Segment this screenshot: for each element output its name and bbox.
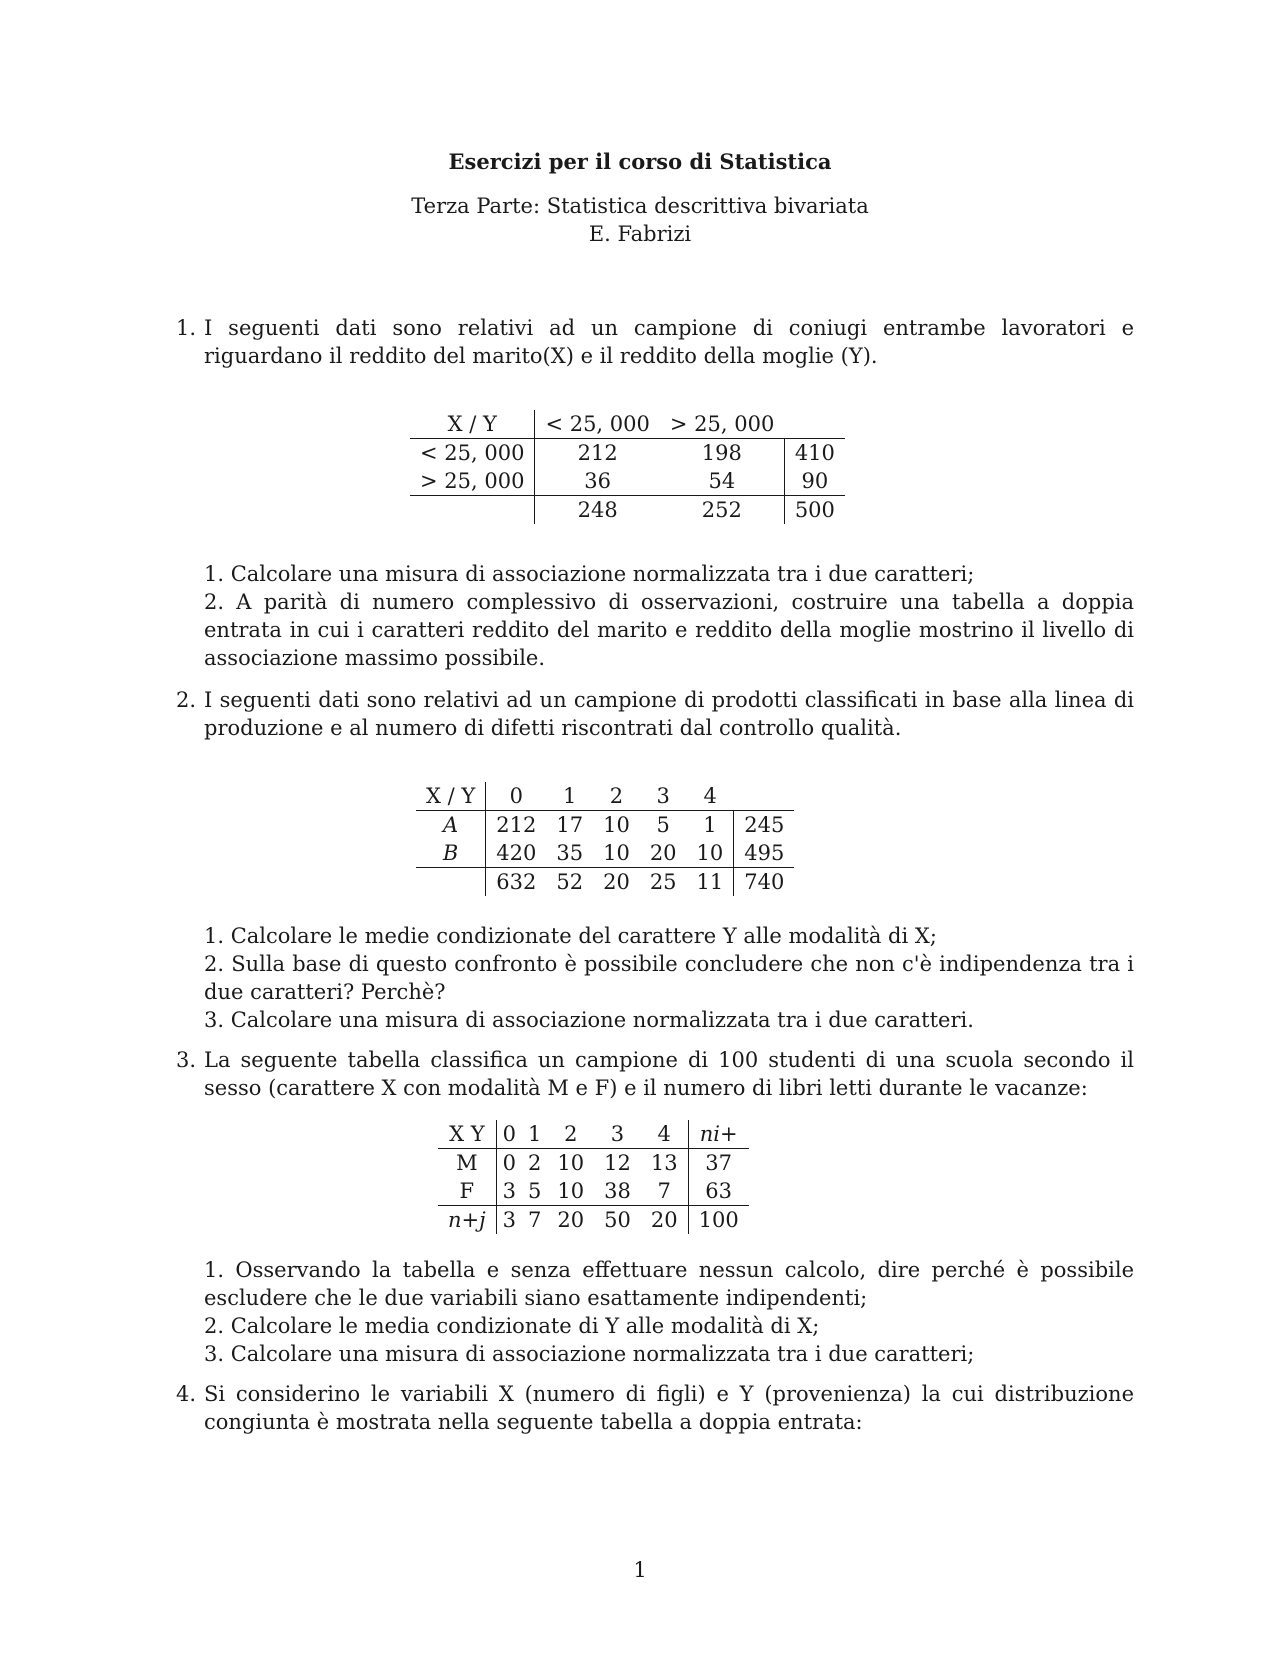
table-row <box>410 439 845 468</box>
table-cell: 212 <box>486 811 547 840</box>
question-item: 1. Osservando la tabella e senza effettuare nessun calcolo, dire perché è possibile escludere che le due variabili siano esattamente indipendenti; <box>204 1258 1134 1310</box>
exercise-3-questions <box>204 1256 1134 1368</box>
table-cell <box>734 782 795 811</box>
table-cell: 10 <box>593 839 640 868</box>
table-cell: 2 <box>528 1151 542 1175</box>
exercise-text: I seguenti dati sono relativi ad un campione di coniugi entrambe lavoratori e riguardano il reddito del marito(X) e il reddito della moglie (Y). <box>204 316 1134 368</box>
document-author: E. Fabrizi <box>588 222 692 246</box>
question-item: 1. Calcolare le medie condizionate del carattere Y alle modalità di X; <box>204 924 937 948</box>
table-cell: 36 <box>535 467 660 496</box>
exercise-2 <box>176 686 1134 742</box>
page-number: 1 <box>633 1558 647 1582</box>
table-row <box>410 467 845 496</box>
exercise-2-questions <box>204 922 1134 1034</box>
table-header-row <box>410 410 845 439</box>
table-row <box>438 1177 749 1206</box>
table-cell: 0 <box>486 782 547 811</box>
table-cell <box>416 868 486 897</box>
exercise-1-questions <box>204 560 1134 672</box>
table-cell: ni+ <box>688 1120 749 1149</box>
table-cell: F <box>438 1177 496 1206</box>
table-header-row <box>438 1120 749 1149</box>
table-cell: X Y <box>438 1120 496 1149</box>
table-cell <box>784 410 845 439</box>
table-cell: 420 <box>486 839 547 868</box>
table-cell: X / Y <box>410 410 535 439</box>
table-cell: > 25, 000 <box>410 467 535 496</box>
table-total-row <box>438 1206 749 1235</box>
table-cell: 90 <box>784 467 845 496</box>
table-cell: 63 <box>688 1177 749 1206</box>
exercise-number: 2. <box>176 688 197 712</box>
exercise-4 <box>176 1380 1134 1436</box>
document-subtitle: Terza Parte: Statistica descrittiva bivariata <box>411 194 869 218</box>
table-cell: 20 <box>557 1208 585 1232</box>
table-cell: 7 <box>528 1208 542 1232</box>
table-row <box>416 839 794 868</box>
table-cell: 37 <box>688 1149 749 1178</box>
table-cell: 0 <box>496 1149 522 1178</box>
table-cell: 25 <box>649 870 677 894</box>
question-item: 2. A parità di numero complessivo di osservazioni, costruire una tabella a doppia entrata in cui i caratteri reddito del marito e reddito della moglie mostrino il livello di associazione massimo possibile. <box>204 590 1134 670</box>
table-cell: 3 <box>594 1120 641 1149</box>
table-cell <box>410 496 535 525</box>
table-cell: 35 <box>546 839 593 868</box>
table-cell: 17 <box>556 813 584 837</box>
table-cell: 38 <box>594 1177 641 1206</box>
table-cell: < 25, 000 <box>420 441 525 465</box>
table-cell: 5 <box>656 813 670 837</box>
table-cell: 1 <box>546 782 593 811</box>
table-2 <box>416 782 794 896</box>
table-cell: 198 <box>701 441 742 465</box>
table-cell: 7 <box>641 1177 688 1206</box>
table-cell: 10 <box>547 1177 594 1206</box>
table-total-row <box>410 496 845 525</box>
exercise-number: 3. <box>176 1048 197 1072</box>
table-cell: 10 <box>603 813 630 837</box>
table-cell: 5 <box>522 1177 547 1206</box>
table-cell: A <box>443 813 459 837</box>
table-3 <box>438 1120 749 1234</box>
table-1 <box>410 410 845 524</box>
exercise-number: 4. <box>176 1382 197 1406</box>
question-item: 1. Calcolare una misura di associazione normalizzata tra i due caratteri; <box>204 562 975 586</box>
table-cell: 740 <box>734 868 795 897</box>
table-cell: 10 <box>557 1151 585 1175</box>
table-cell: 248 <box>535 496 660 525</box>
table-cell: 1 <box>522 1120 547 1149</box>
table-cell: 3 <box>496 1206 522 1235</box>
table-cell: 52 <box>556 870 584 894</box>
table-row <box>416 811 794 840</box>
table-cell: n+j <box>448 1208 486 1232</box>
table-cell: 20 <box>640 839 687 868</box>
question-item: 3. Calcolare una misura di associazione normalizzata tra i due caratteri; <box>204 1342 975 1366</box>
table-cell: 632 <box>486 868 547 897</box>
table-cell: 1 <box>703 813 717 837</box>
document-title: Esercizi per il corso di Statistica <box>448 149 832 174</box>
table-cell: 100 <box>688 1206 749 1235</box>
table-cell: 495 <box>734 839 795 868</box>
table-cell: 2 <box>547 1120 594 1149</box>
question-item: 2. Sulla base di questo confronto è possibile concludere che non c'è indipendenza tra i due caratteri? Perchè? <box>204 952 1134 1004</box>
table-cell: 20 <box>650 1208 678 1232</box>
table-cell: 245 <box>734 811 795 840</box>
table-cell: 2 <box>593 782 640 811</box>
table-cell: 4 <box>641 1120 688 1149</box>
table-row <box>438 1149 749 1178</box>
table-cell: 13 <box>650 1151 678 1175</box>
exercise-number: 1. <box>176 316 197 340</box>
table-cell: 0 <box>496 1120 522 1149</box>
table-header-row <box>416 782 794 811</box>
exercise-text: La seguente tabella classifica un campione di 100 studenti di una scuola secondo il sesso (carattere X con modalità M e F) e il numero di libri letti durante le vacanze: <box>204 1048 1134 1100</box>
table-cell: 11 <box>696 870 724 894</box>
exercise-3 <box>176 1046 1134 1102</box>
table-cell: X / Y <box>416 782 486 811</box>
table-cell: 54 <box>660 467 784 496</box>
table-cell: 20 <box>603 870 630 894</box>
table-cell: 252 <box>701 498 742 522</box>
table-cell: < 25, 000 <box>535 410 660 439</box>
table-cell: 410 <box>784 439 845 468</box>
table-cell: 12 <box>604 1151 631 1175</box>
table-cell: 3 <box>496 1177 522 1206</box>
exercise-text: Si considerino le variabili X (numero di figli) e Y (provenienza) la cui distribuzione congiunta è mostrata nella seguente tabella a doppia entrata: <box>204 1382 1134 1434</box>
table-total-row <box>416 868 794 897</box>
table-cell: 4 <box>687 782 734 811</box>
table-cell: B <box>416 839 486 868</box>
table-cell: > 25, 000 <box>660 410 784 439</box>
table-cell: 3 <box>640 782 687 811</box>
question-item: 3. Calcolare una misura di associazione normalizzata tra i due caratteri. <box>204 1008 974 1032</box>
table-cell: 212 <box>535 439 660 468</box>
table-cell: 500 <box>784 496 845 525</box>
question-item: 2. Calcolare le media condizionate di Y alle modalità di X; <box>204 1314 820 1338</box>
table-cell: M <box>456 1151 478 1175</box>
table-cell: 10 <box>687 839 734 868</box>
exercise-1 <box>176 314 1134 370</box>
table-cell: 50 <box>604 1208 631 1232</box>
exercise-text: I seguenti dati sono relativi ad un campione di prodotti classificati in base alla linea di produzione e al numero di difetti riscontrati dal controllo qualità. <box>204 688 1134 740</box>
